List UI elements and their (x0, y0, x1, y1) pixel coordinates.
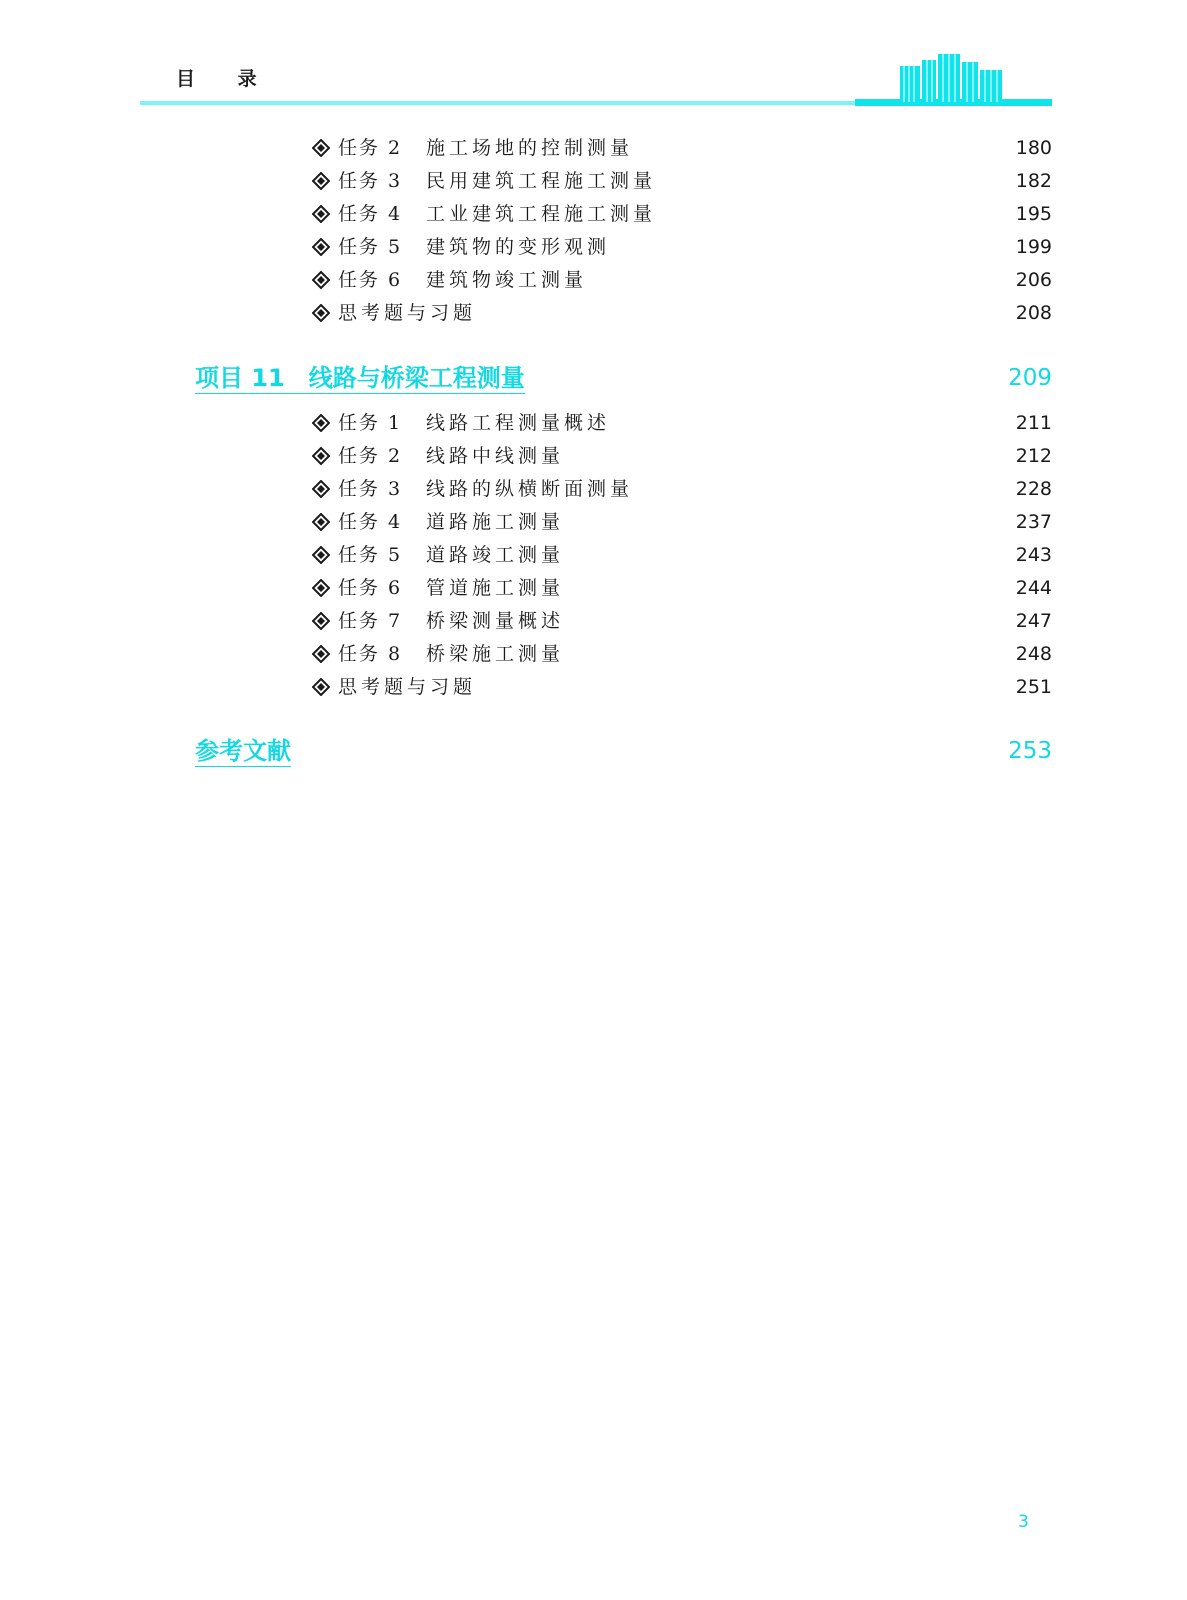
dot-leader (641, 133, 1008, 163)
dot-leader (664, 199, 1008, 229)
footer-page-number: 3 (1018, 1512, 1029, 1532)
task-number: 任务 7 (338, 610, 403, 632)
task-number: 任务 6 (338, 577, 403, 599)
task-title: 建筑物竣工测量 (426, 269, 588, 291)
toc-entry[interactable] (312, 573, 1052, 603)
dot-leader (572, 507, 1008, 537)
toc-entry[interactable] (312, 474, 1052, 504)
page-number: 206 (1015, 269, 1052, 291)
page-number: 228 (1015, 478, 1052, 500)
section-title: 参考文献 (195, 736, 291, 765)
page-number: 248 (1015, 643, 1052, 665)
toc-entry[interactable] (312, 232, 1052, 262)
toc-entry[interactable] (312, 166, 1052, 196)
dot-leader (618, 408, 1008, 438)
diamond-bullet-icon (312, 408, 338, 438)
task-number: 任务 4 (338, 203, 403, 225)
page-number: 251 (1015, 676, 1052, 698)
diamond-bullet-icon (312, 232, 338, 262)
task-title: 工业建筑工程施工测量 (426, 203, 657, 225)
page-number: 247 (1015, 610, 1052, 632)
toc-entry-exercises[interactable] (312, 672, 1052, 702)
page-number: 244 (1015, 577, 1052, 599)
task-title: 桥梁测量概述 (426, 610, 565, 632)
task-title: 线路工程测量概述 (426, 412, 611, 434)
page-number: 180 (1015, 137, 1052, 159)
dot-leader (572, 639, 1008, 669)
task-number: 任务 6 (338, 269, 403, 291)
diamond-bullet-icon (312, 133, 338, 163)
dot-leader (618, 232, 1008, 262)
page-number: 237 (1015, 511, 1052, 533)
dot-leader (301, 733, 998, 769)
dot-leader (572, 573, 1008, 603)
diamond-bullet-icon (312, 441, 338, 471)
dot-leader (641, 474, 1008, 504)
toc-entry[interactable] (312, 133, 1052, 163)
diamond-bullet-icon (312, 298, 338, 328)
toc-entry[interactable] (312, 540, 1052, 570)
diamond-bullet-icon (312, 507, 338, 537)
dot-leader (595, 265, 1008, 295)
task-number: 任务 4 (338, 511, 403, 533)
task-title: 建筑物的变形观测 (426, 236, 611, 258)
task-number: 任务 1 (338, 412, 403, 434)
section-title: 项目 11 线路与桥梁工程测量 (195, 363, 525, 392)
diamond-bullet-icon (312, 166, 338, 196)
header-rule (140, 101, 855, 105)
dot-leader (572, 441, 1008, 471)
toc-entry[interactable] (312, 507, 1052, 537)
diamond-bullet-icon (312, 474, 338, 504)
page-number: 212 (1015, 445, 1052, 467)
toc-entry[interactable] (312, 639, 1052, 669)
page-header (0, 0, 1187, 120)
task-number: 任务 5 (338, 236, 403, 258)
toc-entry[interactable] (312, 606, 1052, 636)
page-number: 209 (1008, 365, 1052, 391)
page-number: 199 (1015, 236, 1052, 258)
task-title: 道路施工测量 (426, 511, 565, 533)
dot-leader (484, 672, 1008, 702)
diamond-bullet-icon (312, 573, 338, 603)
task-title: 线路中线测量 (426, 445, 565, 467)
task-number: 任务 3 (338, 478, 403, 500)
toc-entry[interactable] (312, 408, 1052, 438)
dot-leader (572, 606, 1008, 636)
page-number: 208 (1015, 302, 1052, 324)
dot-leader (664, 166, 1008, 196)
diamond-bullet-icon (312, 672, 338, 702)
task-title: 道路竣工测量 (426, 544, 565, 566)
task-number: 任务 2 (338, 445, 403, 467)
toc-section-references[interactable] (195, 733, 1052, 769)
task-number: 任务 8 (338, 643, 403, 665)
task-title: 线路的纵横断面测量 (426, 478, 634, 500)
diamond-bullet-icon (312, 606, 338, 636)
task-title: 思考题与习题 (338, 676, 477, 698)
page-number: 182 (1015, 170, 1052, 192)
task-number: 任务 5 (338, 544, 403, 566)
toc-entry[interactable] (312, 199, 1052, 229)
toc-entry[interactable] (312, 265, 1052, 295)
diamond-bullet-icon (312, 265, 338, 295)
diamond-bullet-icon (312, 199, 338, 229)
task-title: 思考题与习题 (338, 302, 477, 324)
task-title: 施工场地的控制测量 (426, 137, 634, 159)
diamond-bullet-icon (312, 639, 338, 669)
task-number: 任务 3 (338, 170, 403, 192)
dot-leader (535, 360, 998, 396)
dot-leader (484, 298, 1008, 328)
task-title: 桥梁施工测量 (426, 643, 565, 665)
buildings-icon (900, 52, 1010, 102)
page-number: 211 (1015, 412, 1052, 434)
page-number: 253 (1008, 738, 1052, 764)
page-number: 195 (1015, 203, 1052, 225)
task-title: 民用建筑工程施工测量 (426, 170, 657, 192)
toc-entry-exercises[interactable] (312, 298, 1052, 328)
toc-section-11[interactable] (195, 360, 1052, 396)
toc-entry[interactable] (312, 441, 1052, 471)
page-number: 243 (1015, 544, 1052, 566)
diamond-bullet-icon (312, 540, 338, 570)
task-number: 任务 2 (338, 137, 403, 159)
header-title: 目 录 (176, 68, 275, 90)
dot-leader (572, 540, 1008, 570)
task-title: 管道施工测量 (426, 577, 565, 599)
